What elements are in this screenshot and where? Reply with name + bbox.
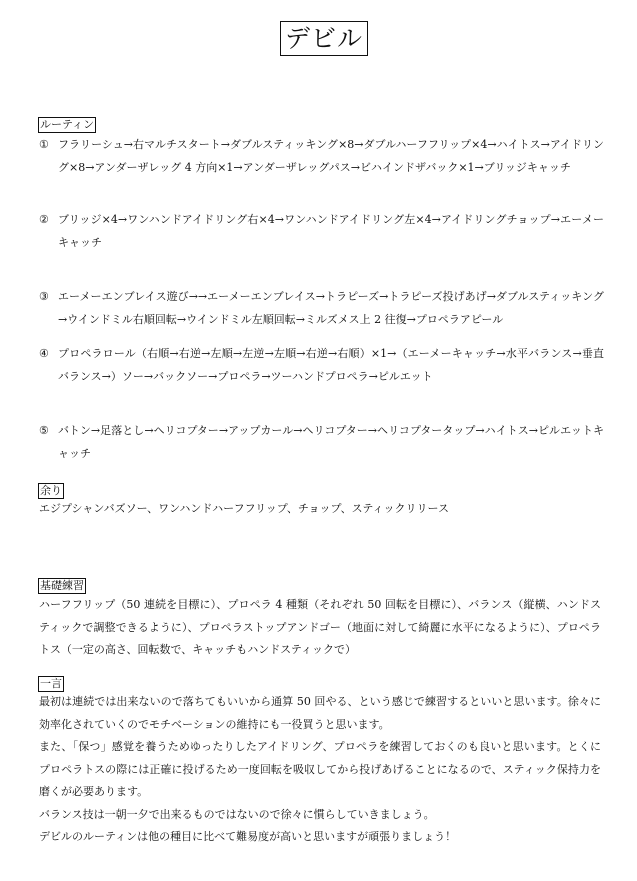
routine-item-number: ②: [39, 213, 49, 226]
routine-item-number: ①: [39, 138, 49, 151]
comment-paragraph: バランス技は一朝一夕で出来るものではないので徐々に慣らしていきましょう。: [39, 807, 435, 821]
comment-paragraph: 最初は連続では出来ないので落ちてもいいから通算 50 回やる、という感じで練習するといいと思います。徐々に効率化されていくのでモチベーションの維持にも一役買うと思います。: [39, 695, 601, 731]
routine-item-4: [39, 343, 604, 388]
routine-item-2: [39, 209, 604, 254]
routine-item-number: ⑤: [39, 424, 49, 437]
document-title: デビル: [280, 21, 368, 56]
routine-item-text: エーメーエンブレイス遊び→→エーメーエンブレイス→トラピーズ→トラピーズ投げあげ→ダブルスティッキング→ウインドミル右順回転→ウインドミル左順回転→ミルズメス上 2 往復→プロペラアピール: [58, 290, 604, 326]
comment-paragraph: また、「保つ」感覚を養うためゆったりしたアイドリング、プロペラを練習しておくのも良いと思います。とくにプロペラトスの際には正確に投げるため一度回転を吸収してから投げあげることになるので、スティック保持力を磨くが必要あります。: [39, 740, 601, 798]
comment-heading: 一言: [40, 677, 62, 690]
routine-item-text: ブリッジ×4→ワンハンドアイドリング右×4→ワンハンドアイドリング左×4→アイドリングチョップ→エーメーキャッチ: [58, 213, 604, 249]
routine-item-text: プロペラロール（右順→右逆→左順→左逆→左順→右逆→右順）×1→（エーメーキャッチ→水平バランス→垂直バランス→）ソー→バックソー→プロペラ→ツーハンドプロペラ→ピルエット: [58, 347, 604, 383]
basics-heading: 基礎練習: [40, 579, 84, 592]
routine-item-text: バトン→足落とし→ヘリコプター→アップカール→ヘリコプター→ヘリコプタータップ→ハイトス→ピルエットキャッチ: [58, 424, 604, 460]
extra-text: エジプシャンバズソー、ワンハンドハーフフリップ、チョップ、スティックリリース: [39, 502, 449, 515]
routine-item-number: ③: [39, 290, 49, 303]
routine-heading: ルーティン: [40, 118, 95, 131]
routine-item-3: [39, 286, 604, 331]
routine-item-1: [39, 134, 604, 179]
comment-paragraph: デビルのルーティンは他の種目に比べて難易度が高いと思いますが頑張りましょう！: [39, 830, 457, 843]
extra-heading: 余り: [40, 484, 62, 497]
basics-text: ハーフフリップ（50 連続を目標に）、プロペラ 4 種類（それぞれ 50 回転を目標に）、バランス（縦横、ハンドスティックで調整できるように）、プロペラストップアンドゴー（地面に対して綺麗に水平になるように）、プロペラトス（一定の高さ、回転数で、キャッチもハンドスティックで）: [39, 598, 601, 656]
routine-item-number: ④: [39, 347, 49, 360]
routine-item-text: フラリーシュ→右マルチスタート→ダブルスティッキング×8→ダブルハーフフリップ×4→ハイトス→アイドリング×8→アンダーザレッグ 4 方向×1→アンダーザレッグパス→ビハインドザバック×1→ブリッジキャッチ: [58, 138, 604, 174]
comment-body: [39, 691, 601, 849]
routine-item-5: [39, 420, 604, 465]
